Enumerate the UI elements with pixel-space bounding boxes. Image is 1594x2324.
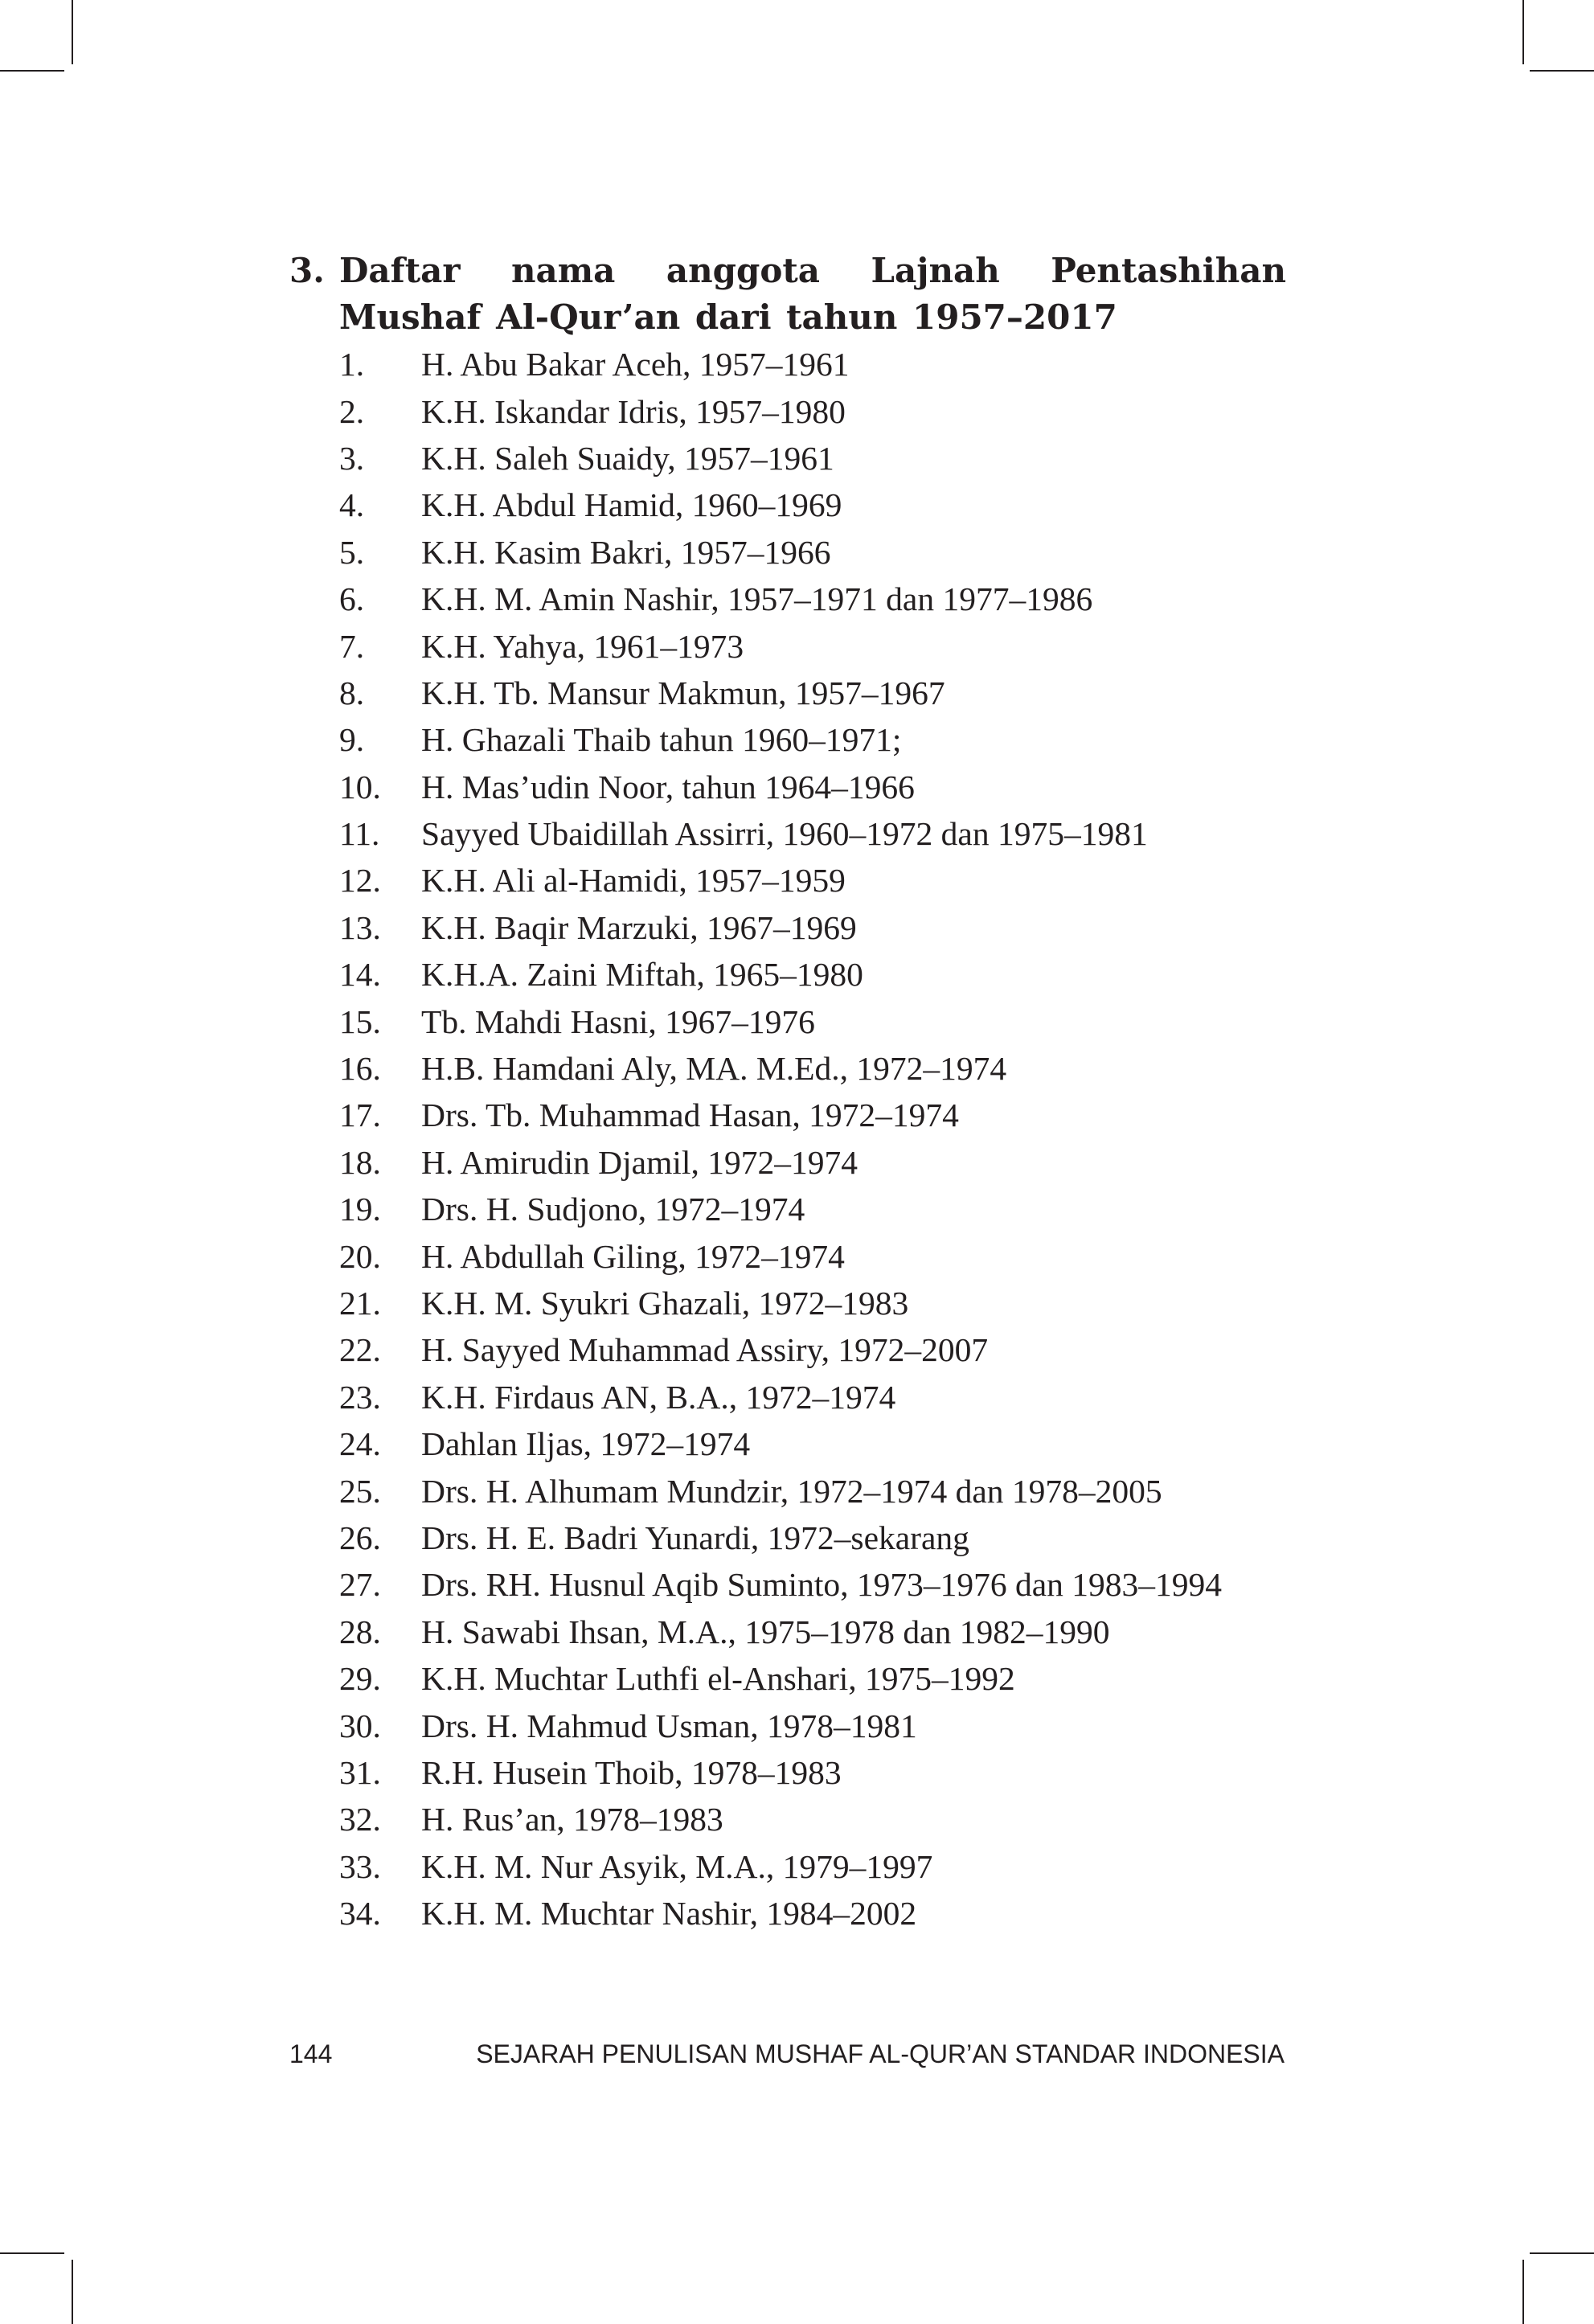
list-item <box>339 1232 1286 1279</box>
list-item <box>339 857 1286 904</box>
list-item-text: H. Sayyed Muhammad Assiry, 1972–2007 <box>421 1331 989 1369</box>
list-item-text: K.H. M. Syukri Ghazali, 1972–1983 <box>421 1285 909 1322</box>
list-item-text: K.H. Yahya, 1961–1973 <box>421 627 744 665</box>
crop-mark <box>72 2260 73 2324</box>
list-item <box>339 1843 1286 1890</box>
list-item <box>339 1186 1286 1232</box>
list-item <box>339 482 1286 528</box>
list-item-text: K.H. Firdaus AN, B.A., 1972–1974 <box>421 1378 896 1416</box>
list-item-number: 12. <box>339 862 381 900</box>
list-item-text: K.H. Kasim Bakri, 1957–1966 <box>421 533 831 571</box>
list-item <box>339 529 1286 576</box>
crop-mark <box>0 70 64 72</box>
list-item-number: 26. <box>339 1519 381 1556</box>
list-item <box>339 1890 1286 1937</box>
list-item-number: 9. <box>339 721 365 759</box>
list-item <box>339 1326 1286 1373</box>
list-item-number: 32. <box>339 1801 381 1838</box>
list-item-text: R.H. Husein Thoib, 1978–1983 <box>421 1753 842 1791</box>
section-heading <box>289 248 1286 341</box>
list-item-text: K.H. M. Nur Asyik, M.A., 1979–1997 <box>421 1847 933 1885</box>
list-item-number: 25. <box>339 1472 381 1510</box>
list-item-number: 11. <box>339 815 380 853</box>
crop-mark <box>1522 0 1524 64</box>
page-number: 144 <box>289 2039 333 2068</box>
list-item <box>339 904 1286 951</box>
list-item-number: 14. <box>339 956 381 994</box>
list-item <box>339 764 1286 810</box>
list-item-text: H.B. Hamdani Aly, MA. M.Ed., 1972–1974 <box>421 1050 1007 1088</box>
page-content <box>289 248 1286 1937</box>
list-item-number: 5. <box>339 533 365 571</box>
list-item-number: 28. <box>339 1613 381 1650</box>
list-item-number: 33. <box>339 1847 381 1885</box>
list-item-number: 24. <box>339 1425 381 1463</box>
list-item-number: 18. <box>339 1143 381 1181</box>
list-item-number: 20. <box>339 1237 381 1275</box>
list-item-number: 8. <box>339 674 365 711</box>
list-item-text: H. Abdullah Giling, 1972–1974 <box>421 1237 845 1275</box>
list-item <box>339 1609 1286 1655</box>
list-item-text: K.H.A. Zaini Miftah, 1965–1980 <box>421 956 863 994</box>
list-item-text: Drs. H. Mahmud Usman, 1978–1981 <box>421 1707 917 1744</box>
list-item <box>339 810 1286 857</box>
list-item <box>339 1280 1286 1326</box>
list-item <box>339 435 1286 482</box>
list-item-text: K.H. M. Amin Nashir, 1957–1971 dan 1977–1986 <box>421 580 1093 618</box>
list-item-text: Dahlan Iljas, 1972–1974 <box>421 1425 751 1463</box>
list-item <box>339 1092 1286 1138</box>
list-item-number: 4. <box>339 486 365 524</box>
list-item-text: K.H. Saleh Suaidy, 1957–1961 <box>421 439 834 477</box>
list-item-number: 19. <box>339 1191 381 1228</box>
crop-mark <box>1530 2252 1594 2254</box>
list-item-number: 7. <box>339 627 365 665</box>
list-item-number: 13. <box>339 908 381 946</box>
list-item <box>339 622 1286 669</box>
list-item <box>339 1655 1286 1702</box>
list-item-number: 3. <box>339 439 365 477</box>
list-item <box>339 341 1286 387</box>
list-item <box>339 1139 1286 1186</box>
list-item-text: H. Mas’udin Noor, tahun 1964–1966 <box>421 768 915 805</box>
list-item <box>339 1796 1286 1842</box>
list-item <box>339 670 1286 716</box>
list-item-number: 21. <box>339 1285 381 1322</box>
list-item-text: K.H. Muchtar Luthfi el-Anshari, 1975–1992 <box>421 1660 1015 1698</box>
list-item <box>339 1420 1286 1467</box>
list-item-number: 30. <box>339 1707 381 1744</box>
list-item-text: K.H. Iskandar Idris, 1957–1980 <box>421 392 846 430</box>
list-item-text: H. Sawabi Ihsan, M.A., 1975–1978 dan 1982–1990 <box>421 1613 1110 1650</box>
list-item-number: 34. <box>339 1895 381 1933</box>
running-title: SEJARAH PENULISAN MUSHAF AL-QUR’AN STANDAR INDONESIA <box>476 2039 1285 2068</box>
list-item-text: H. Amirudin Djamil, 1972–1974 <box>421 1143 858 1181</box>
list-item-text: Tb. Mahdi Hasni, 1967–1976 <box>421 1002 815 1040</box>
section-title: Daftar nama anggota Lajnah Pentashihan Mushaf Al-Qur’an dari tahun 1957–2017 <box>339 251 1286 337</box>
list-item-number: 23. <box>339 1378 381 1416</box>
list-item <box>339 387 1286 434</box>
crop-mark <box>1530 70 1594 72</box>
list-item-text: Drs. Tb. Muhammad Hasan, 1972–1974 <box>421 1096 959 1134</box>
list-item-text: K.H. M. Muchtar Nashir, 1984–2002 <box>421 1895 917 1933</box>
list-item <box>339 716 1286 763</box>
list-item-text: Drs. H. Sudjono, 1972–1974 <box>421 1191 805 1228</box>
list-item <box>339 1561 1286 1608</box>
list-item-text: Drs. RH. Husnul Aqib Suminto, 1973–1976 dan 1983–1994 <box>421 1566 1223 1604</box>
page-footer <box>289 2039 1285 2069</box>
list-item <box>339 1374 1286 1420</box>
list-item <box>339 576 1286 622</box>
list-item-text: H. Ghazali Thaib tahun 1960–1971; <box>421 721 902 759</box>
list-item-number: 16. <box>339 1050 381 1088</box>
list-item-text: H. Abu Bakar Aceh, 1957–1961 <box>421 346 850 383</box>
crop-mark <box>0 2252 64 2254</box>
crop-mark <box>1522 2260 1524 2324</box>
list-item-number: 1. <box>339 346 365 383</box>
list-item-number: 22. <box>339 1331 381 1369</box>
list-item-number: 17. <box>339 1096 381 1134</box>
list-item-text: Drs. H. Alhumam Mundzir, 1972–1974 dan 1978–2005 <box>421 1472 1162 1510</box>
list-item <box>339 998 1286 1044</box>
list-item-text: K.H. Abdul Hamid, 1960–1969 <box>421 486 842 524</box>
list-item <box>339 1749 1286 1796</box>
list-item-number: 29. <box>339 1660 381 1698</box>
list-item-number: 27. <box>339 1566 381 1604</box>
list-item <box>339 1702 1286 1748</box>
list-item-number: 10. <box>339 768 381 805</box>
crop-mark <box>72 0 73 64</box>
list-item-text: K.H. Ali al-Hamidi, 1957–1959 <box>421 862 846 900</box>
list-item-text: K.H. Tb. Mansur Makmun, 1957–1967 <box>421 674 945 711</box>
member-list <box>289 341 1286 1937</box>
list-item-number: 15. <box>339 1002 381 1040</box>
list-item <box>339 951 1286 998</box>
list-item <box>339 1514 1286 1561</box>
list-item-number: 31. <box>339 1753 381 1791</box>
list-item-text: K.H. Baqir Marzuki, 1967–1969 <box>421 908 857 946</box>
list-item-text: H. Rus’an, 1978–1983 <box>421 1801 723 1838</box>
list-item <box>339 1467 1286 1514</box>
list-item <box>339 1045 1286 1092</box>
list-item-text: Drs. H. E. Badri Yunardi, 1972–sekarang <box>421 1519 969 1556</box>
list-item-text: Sayyed Ubaidillah Assirri, 1960–1972 dan 1975–1981 <box>421 815 1148 853</box>
section-number: 3. <box>289 251 325 290</box>
list-item-number: 2. <box>339 392 365 430</box>
list-item-number: 6. <box>339 580 365 618</box>
